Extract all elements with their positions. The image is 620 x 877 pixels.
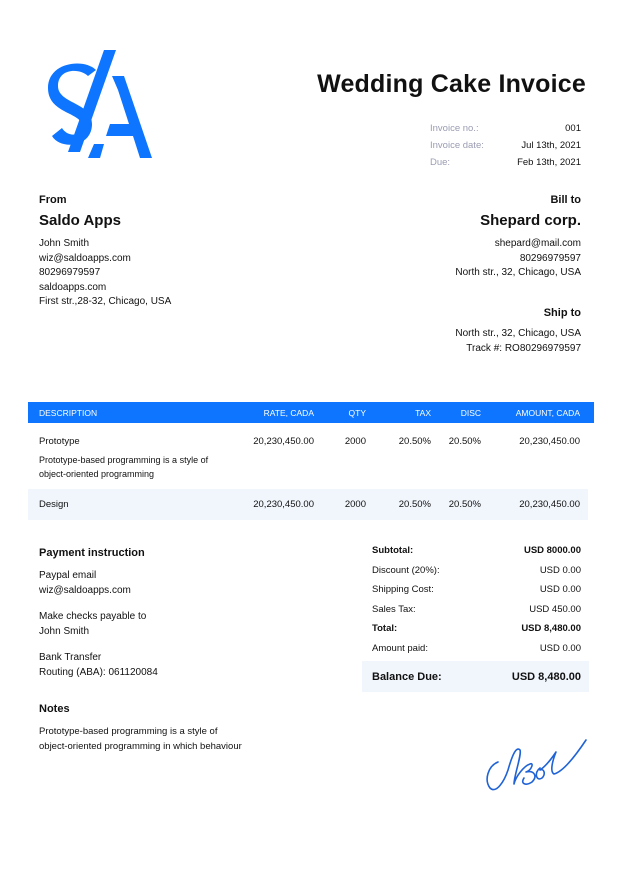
bill-to-email: shepard@mail.com <box>494 238 581 249</box>
meta-value: 001 <box>565 123 581 134</box>
header-rate: RATE, CADA <box>263 408 314 418</box>
subtotal-label: Subtotal: <box>372 545 414 556</box>
total-row <box>362 619 589 639</box>
header-qty: QTY <box>348 408 366 418</box>
balance-due-label: Balance Due: <box>372 670 442 683</box>
item-disc: 20.50% <box>448 436 481 447</box>
header-tax: TAX <box>415 408 431 418</box>
shipping-label: Shipping Cost: <box>372 584 434 595</box>
from-contact-name: John Smith <box>39 238 90 249</box>
bill-to-phone: 80296979597 <box>519 252 581 264</box>
meta-label: Invoice no.: <box>430 123 479 134</box>
meta-label: Invoice date: <box>430 140 484 151</box>
payment-line: Routing (ABA): 061120084 <box>39 667 158 678</box>
ship-to-tracking: Track #: RO80296979597 <box>466 342 581 354</box>
from-phone: 80296979597 <box>39 267 101 278</box>
ship-to-address: North str., 32, Chicago, USA <box>455 328 581 339</box>
payment-line: wiz@saldoapps.com <box>39 585 131 596</box>
table-header <box>28 402 594 423</box>
amount-paid-row <box>362 639 589 659</box>
payment-line: John Smith <box>39 626 90 637</box>
bill-to-company-name: Shepard corp. <box>480 212 581 229</box>
meta-row-invoice-date <box>430 137 581 154</box>
discount-label: Discount (20%): <box>372 564 440 576</box>
meta-row-invoice-no <box>430 120 581 137</box>
notes-line: Prototype-based programming is a style of <box>39 726 218 737</box>
payment-line: Paypal email <box>39 570 97 581</box>
item-detail: Prototype-based programming is a style of object-oriented programming <box>39 455 209 479</box>
subtotal-row <box>362 541 589 561</box>
payment-paypal <box>39 568 299 598</box>
discount-value: USD 0.00 <box>539 564 581 576</box>
amount-paid-value: USD 0.00 <box>539 642 581 654</box>
from-label: From <box>39 194 67 206</box>
items-table <box>28 402 594 520</box>
item-description: Design <box>39 499 69 510</box>
payment-bank <box>39 650 299 680</box>
sales-tax-value: USD 450.00 <box>529 603 581 615</box>
bill-to-address: North str., 32, Chicago, USA <box>455 267 581 278</box>
notes-title: Notes <box>39 703 70 715</box>
invoice-title: Wedding Cake Invoice <box>317 70 586 98</box>
notes-line: object-oriented programming in which behaviour <box>39 740 242 752</box>
meta-value: Jul 13th, 2021 <box>521 140 581 151</box>
meta-value: Feb 13th, 2021 <box>517 157 581 168</box>
header-disc: DISC <box>460 408 481 418</box>
item-amount: 20,230,450.00 <box>519 499 580 510</box>
item-disc: 20.50% <box>448 499 481 510</box>
payment-checks <box>39 609 299 639</box>
header-description: DESCRIPTION <box>39 408 98 418</box>
item-description: Prototype <box>39 436 80 447</box>
from-section <box>39 193 299 310</box>
payment-line: Make checks payable to <box>39 611 147 622</box>
payment-instruction-section <box>39 546 299 691</box>
payment-title: Payment instruction <box>39 547 145 559</box>
signature <box>480 732 590 797</box>
ship-to-label: Ship to <box>543 307 581 319</box>
item-amount: 20,230,450.00 <box>519 436 580 447</box>
bill-to-label: Bill to <box>550 194 581 206</box>
total-value: USD 8,480.00 <box>521 623 581 634</box>
meta-label: Due: <box>430 157 451 168</box>
item-tax: 20.50% <box>398 499 431 510</box>
totals-section <box>362 541 589 692</box>
invoice-meta <box>430 120 581 171</box>
amount-paid-label: Amount paid: <box>372 642 428 654</box>
notes-section <box>39 702 299 754</box>
shipping-row <box>362 580 589 600</box>
sales-tax-row <box>362 600 589 620</box>
item-qty: 2000 <box>344 499 366 510</box>
subtotal-value: USD 8000.00 <box>523 545 581 556</box>
item-tax: 20.50% <box>398 436 431 447</box>
item-rate: 20,230,450.00 <box>253 499 314 510</box>
from-address: First str.,28-32, Chicago, USA <box>39 296 172 307</box>
meta-row-due <box>430 154 581 171</box>
item-rate: 20,230,450.00 <box>253 436 314 447</box>
table-row <box>28 423 594 489</box>
table-row <box>28 489 588 520</box>
payment-line: Bank Transfer <box>39 652 102 663</box>
total-label: Total: <box>372 623 398 634</box>
item-qty: 2000 <box>344 436 366 447</box>
ship-to-section <box>321 306 581 356</box>
balance-due-value: USD 8,480.00 <box>511 670 581 683</box>
bill-to-section <box>321 193 581 281</box>
discount-row <box>362 561 589 581</box>
company-logo <box>40 40 160 160</box>
shipping-value: USD 0.00 <box>539 584 581 595</box>
sales-tax-label: Sales Tax: <box>372 603 416 615</box>
from-company-name: Saldo Apps <box>39 212 121 229</box>
balance-due-row <box>362 661 589 692</box>
from-email: wiz@saldoapps.com <box>39 252 131 264</box>
from-website: saldoapps.com <box>39 281 107 293</box>
header-amount: AMOUNT, CADA <box>515 408 580 418</box>
